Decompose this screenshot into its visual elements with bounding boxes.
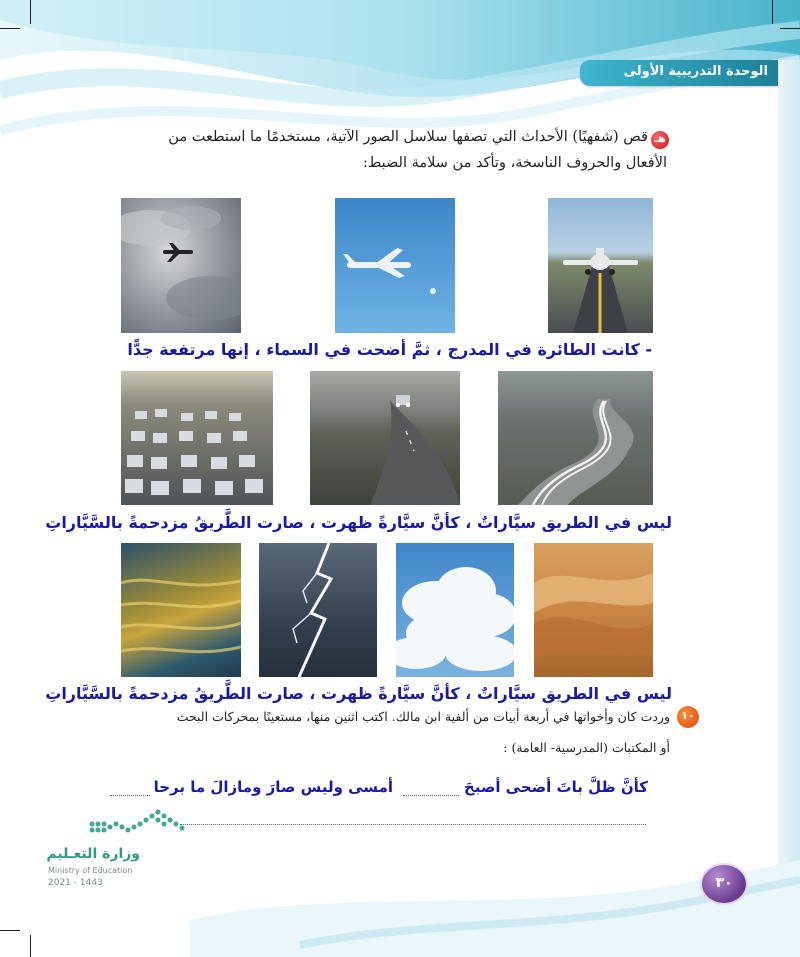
right-edge-band bbox=[778, 60, 800, 930]
footer-wave-decoration bbox=[0, 850, 800, 957]
page-number: ٣٠ bbox=[715, 875, 733, 891]
photo-empty-winding-road bbox=[498, 371, 653, 505]
answer-dotted-line bbox=[403, 795, 459, 796]
exercise-10-instruction-line1: وردت كان وأخواتها في أربعة أبيات من ألفية ابن مالك. اكتب اثنين منها، مستعينًا بمحركات البحث bbox=[176, 709, 670, 724]
photo-plane-blue-sky bbox=[335, 198, 455, 333]
photo-single-car-road bbox=[310, 371, 460, 505]
crop-mark bbox=[0, 28, 20, 29]
exercise-10-answer-part2: أمسى وليس صارَ ومازالَ ما برحا bbox=[153, 778, 393, 796]
ministry-name-ar: وزارة التعـليم bbox=[46, 846, 140, 862]
exercise-10-answer-part1: كأنَّ ظلَّ باتَ أضحى أصبحَ bbox=[463, 778, 648, 796]
answer-row-2: ليس في الطريق سيَّاراتٌ ، كأنَّ سيَّارةً ظهرت ، صارت الطَّريقُ مزدحمةً بالسَّيَّاراتِ bbox=[45, 513, 672, 532]
unit-title: الوحدة التدريبية الأولى bbox=[623, 64, 768, 79]
page-number-badge bbox=[700, 863, 748, 905]
photo-lightning bbox=[259, 543, 377, 677]
photo-plane-runway bbox=[548, 198, 653, 333]
crop-mark bbox=[30, 0, 31, 24]
exercise-9-instruction-line1: قص (شفهيًا) الأحداث التي تصفها سلاسل الصور الآتية، مستخدمًا ما استطعت من bbox=[168, 129, 648, 145]
photo-desert-dunes bbox=[534, 543, 653, 677]
exercise-10-number: ١٠ bbox=[681, 709, 695, 722]
photo-cumulus-clouds bbox=[396, 543, 514, 677]
exercise-9-instruction-line2: الأفعال والحروف الناسخة، وتأكد من سلامة الضبط: bbox=[362, 155, 667, 171]
answer-dotted-line bbox=[110, 795, 150, 796]
exercise-10-badge bbox=[677, 706, 699, 728]
exercise-10-instruction-line2: أو المكتبات (المدرسية- العامة) : bbox=[503, 740, 670, 755]
answer-row-1: - كانت الطائرة في المدرج ، ثمَّ أضحت في السماء ، إنها مرتفعة جدًّا bbox=[127, 340, 652, 359]
photo-traffic-jam bbox=[121, 371, 273, 505]
answer-dotted-line-2 bbox=[180, 824, 646, 825]
photo-plane-cloudy-sky bbox=[121, 198, 241, 333]
unit-title-tab bbox=[580, 60, 778, 86]
ministry-logo-mark bbox=[88, 806, 188, 840]
edition-year: 2021 - 1443 bbox=[48, 878, 103, 888]
crop-mark bbox=[772, 0, 773, 24]
header-wave-decoration bbox=[0, 0, 800, 180]
photo-water-reflection bbox=[121, 543, 241, 677]
crop-mark bbox=[780, 28, 800, 29]
ministry-name-en: Ministry of Education bbox=[48, 866, 133, 875]
answer-row-3: ليس في الطريق سيَّاراتٌ ، كأنَّ سيَّارةً ظهرت ، صارت الطَّريقُ مزدحمةً بالسَّيَّاراتِ bbox=[45, 684, 672, 703]
exercise-marker-badge bbox=[651, 131, 669, 149]
exercise-marker-label: هـ bbox=[654, 132, 666, 145]
